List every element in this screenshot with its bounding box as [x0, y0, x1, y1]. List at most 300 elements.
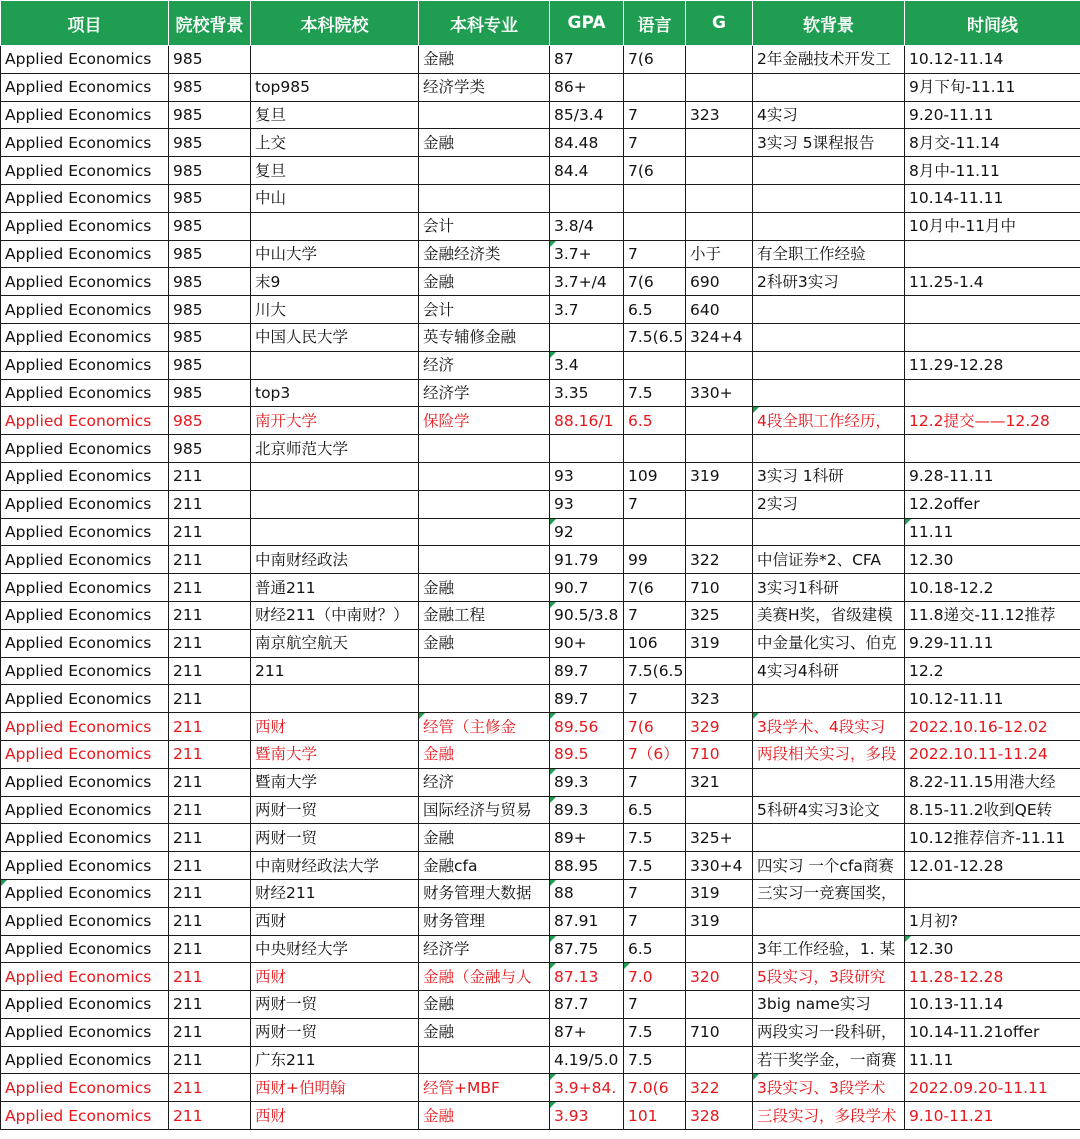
cell-gre[interactable]: 330+ — [686, 379, 753, 407]
cell-soft-background[interactable] — [753, 824, 905, 852]
cell-undergrad-major[interactable]: 会计 — [419, 212, 550, 240]
cell-gre[interactable] — [686, 435, 753, 463]
cell-gpa[interactable]: 87.7 — [550, 991, 624, 1019]
cell-soft-background[interactable]: 四实习 一个cfa商赛 — [753, 852, 905, 880]
cell-undergrad-major[interactable]: 经济学 — [419, 935, 550, 963]
cell-school-tier[interactable]: 985 — [169, 46, 251, 74]
cell-timeline[interactable]: 9.28-11.11 — [905, 462, 1080, 490]
cell-undergrad-school[interactable]: 西财 — [251, 963, 419, 991]
cell-language[interactable]: 7(6 — [624, 268, 686, 296]
cell-school-tier[interactable]: 211 — [169, 740, 251, 768]
cell-gre[interactable]: 325+ — [686, 824, 753, 852]
cell-gpa[interactable]: 91.79 — [550, 546, 624, 574]
cell-gre[interactable]: 小于 — [686, 240, 753, 268]
cell-soft-background[interactable]: 中信证券*2、CFA — [753, 546, 905, 574]
cell-timeline[interactable]: 11.11 — [905, 1046, 1080, 1074]
cell-gpa[interactable]: 88 — [550, 879, 624, 907]
cell-gpa[interactable]: 90.5/3.8 — [550, 601, 624, 629]
cell-soft-background[interactable] — [753, 768, 905, 796]
cell-undergrad-school[interactable]: 末9 — [251, 268, 419, 296]
cell-language[interactable]: 7 — [624, 129, 686, 157]
header-undergrad-school[interactable]: 本科院校 — [251, 1, 419, 46]
cell-undergrad-major[interactable]: 金融工程 — [419, 601, 550, 629]
cell-undergrad-major[interactable] — [419, 435, 550, 463]
cell-language[interactable]: 6.5 — [624, 296, 686, 324]
cell-school-tier[interactable]: 985 — [169, 323, 251, 351]
cell-soft-background[interactable]: 3big name实习 — [753, 991, 905, 1019]
cell-project[interactable]: Applied Economics — [1, 407, 169, 435]
cell-gre[interactable]: 320 — [686, 963, 753, 991]
cell-school-tier[interactable]: 211 — [169, 546, 251, 574]
cell-undergrad-school[interactable]: 南京航空航天 — [251, 629, 419, 657]
cell-language[interactable]: 7 — [624, 879, 686, 907]
cell-undergrad-major[interactable]: 金融 — [419, 1018, 550, 1046]
cell-gre[interactable] — [686, 991, 753, 1019]
cell-undergrad-major[interactable]: 金融 — [419, 991, 550, 1019]
cell-soft-background[interactable] — [753, 212, 905, 240]
header-language[interactable]: 语言 — [624, 1, 686, 46]
cell-project[interactable]: Applied Economics — [1, 296, 169, 324]
cell-project[interactable]: Applied Economics — [1, 574, 169, 602]
cell-undergrad-major[interactable]: 金融 — [419, 629, 550, 657]
cell-undergrad-school[interactable]: 211 — [251, 657, 419, 685]
cell-gre[interactable]: 324+4 — [686, 323, 753, 351]
cell-school-tier[interactable]: 985 — [169, 351, 251, 379]
cell-gpa[interactable]: 92 — [550, 518, 624, 546]
cell-gre[interactable] — [686, 796, 753, 824]
cell-project[interactable]: Applied Economics — [1, 212, 169, 240]
cell-school-tier[interactable]: 211 — [169, 1074, 251, 1102]
cell-project[interactable]: Applied Economics — [1, 768, 169, 796]
cell-gpa[interactable]: 87.75 — [550, 935, 624, 963]
cell-gre[interactable] — [686, 351, 753, 379]
cell-undergrad-major[interactable]: 会计 — [419, 296, 550, 324]
cell-gpa[interactable]: 89.5 — [550, 740, 624, 768]
cell-project[interactable]: Applied Economics — [1, 101, 169, 129]
cell-project[interactable]: Applied Economics — [1, 1102, 169, 1130]
cell-undergrad-school[interactable] — [251, 518, 419, 546]
cell-project[interactable]: Applied Economics — [1, 268, 169, 296]
cell-project[interactable]: Applied Economics — [1, 546, 169, 574]
cell-gpa[interactable]: 87 — [550, 46, 624, 74]
cell-school-tier[interactable]: 211 — [169, 601, 251, 629]
cell-gpa[interactable] — [550, 435, 624, 463]
cell-school-tier[interactable]: 985 — [169, 73, 251, 101]
cell-soft-background[interactable] — [753, 351, 905, 379]
cell-gpa[interactable]: 85/3.4 — [550, 101, 624, 129]
cell-school-tier[interactable]: 211 — [169, 629, 251, 657]
cell-gpa[interactable]: 93 — [550, 462, 624, 490]
cell-project[interactable]: Applied Economics — [1, 796, 169, 824]
cell-soft-background[interactable] — [753, 379, 905, 407]
cell-project[interactable]: Applied Economics — [1, 685, 169, 713]
cell-gpa[interactable]: 84.48 — [550, 129, 624, 157]
cell-gre[interactable]: 640 — [686, 296, 753, 324]
cell-language[interactable]: 7.5 — [624, 379, 686, 407]
cell-language[interactable]: 7.5 — [624, 1018, 686, 1046]
cell-language[interactable]: 7 — [624, 768, 686, 796]
cell-school-tier[interactable]: 211 — [169, 768, 251, 796]
cell-project[interactable]: Applied Economics — [1, 129, 169, 157]
cell-undergrad-school[interactable] — [251, 685, 419, 713]
cell-timeline[interactable]: 12.30 — [905, 546, 1080, 574]
cell-undergrad-school[interactable]: 两财一贸 — [251, 1018, 419, 1046]
cell-school-tier[interactable]: 211 — [169, 907, 251, 935]
cell-gpa[interactable]: 93 — [550, 490, 624, 518]
cell-undergrad-major[interactable]: 财务管理大数据 — [419, 879, 550, 907]
cell-undergrad-major[interactable] — [419, 657, 550, 685]
cell-gre[interactable] — [686, 490, 753, 518]
cell-undergrad-school[interactable] — [251, 462, 419, 490]
cell-project[interactable]: Applied Economics — [1, 935, 169, 963]
cell-language[interactable] — [624, 212, 686, 240]
cell-undergrad-major[interactable]: 经管+MBF — [419, 1074, 550, 1102]
header-project[interactable]: 项目 — [1, 1, 169, 46]
cell-soft-background[interactable]: 3段实习、3段学术 — [753, 1074, 905, 1102]
cell-gpa[interactable]: 3.7+ — [550, 240, 624, 268]
cell-undergrad-school[interactable]: 两财一贸 — [251, 991, 419, 1019]
cell-soft-background[interactable]: 2实习 — [753, 490, 905, 518]
cell-school-tier[interactable]: 211 — [169, 852, 251, 880]
cell-gre[interactable] — [686, 73, 753, 101]
cell-undergrad-school[interactable]: 两财一贸 — [251, 796, 419, 824]
cell-timeline[interactable]: 11.8递交-11.12推荐 — [905, 601, 1080, 629]
cell-soft-background[interactable]: 4实习4科研 — [753, 657, 905, 685]
cell-undergrad-school[interactable]: 北京师范大学 — [251, 435, 419, 463]
cell-undergrad-major[interactable]: 金融 — [419, 740, 550, 768]
cell-language[interactable]: 7 — [624, 490, 686, 518]
cell-timeline[interactable] — [905, 296, 1080, 324]
cell-gre[interactable] — [686, 129, 753, 157]
cell-undergrad-school[interactable]: 南开大学 — [251, 407, 419, 435]
cell-undergrad-school[interactable]: 中南财经政法大学 — [251, 852, 419, 880]
cell-gre[interactable]: 323 — [686, 685, 753, 713]
cell-undergrad-school[interactable] — [251, 212, 419, 240]
cell-soft-background[interactable]: 5段实习，3段研究 — [753, 963, 905, 991]
header-gpa[interactable]: GPA — [550, 1, 624, 46]
cell-project[interactable]: Applied Economics — [1, 601, 169, 629]
cell-gre[interactable]: 710 — [686, 1018, 753, 1046]
cell-undergrad-major[interactable]: 金融 — [419, 1102, 550, 1130]
cell-timeline[interactable]: 9.20-11.11 — [905, 101, 1080, 129]
cell-gpa[interactable]: 3.9+84. — [550, 1074, 624, 1102]
header-timeline[interactable]: 时间线 — [905, 1, 1080, 46]
cell-language[interactable]: 7.5 — [624, 1046, 686, 1074]
cell-gpa[interactable]: 88.16/1 — [550, 407, 624, 435]
cell-project[interactable]: Applied Economics — [1, 1074, 169, 1102]
cell-gre[interactable]: 690 — [686, 268, 753, 296]
cell-timeline[interactable]: 12.2 — [905, 657, 1080, 685]
cell-school-tier[interactable]: 211 — [169, 518, 251, 546]
cell-undergrad-major[interactable]: 保险学 — [419, 407, 550, 435]
cell-gre[interactable]: 319 — [686, 462, 753, 490]
cell-gpa[interactable]: 86+ — [550, 73, 624, 101]
cell-project[interactable]: Applied Economics — [1, 518, 169, 546]
cell-undergrad-school[interactable]: 西财 — [251, 907, 419, 935]
cell-school-tier[interactable]: 211 — [169, 490, 251, 518]
cell-gpa[interactable]: 3.93 — [550, 1102, 624, 1130]
cell-language[interactable]: 7.5(6.5 — [624, 657, 686, 685]
cell-soft-background[interactable]: 两段实习一段科研， — [753, 1018, 905, 1046]
cell-project[interactable]: Applied Economics — [1, 184, 169, 212]
cell-project[interactable]: Applied Economics — [1, 740, 169, 768]
cell-school-tier[interactable]: 985 — [169, 184, 251, 212]
cell-soft-background[interactable]: 三段实习，多段学术 — [753, 1102, 905, 1130]
cell-school-tier[interactable]: 985 — [169, 157, 251, 185]
cell-undergrad-school[interactable]: top3 — [251, 379, 419, 407]
cell-gre[interactable]: 322 — [686, 546, 753, 574]
cell-undergrad-school[interactable]: 中山大学 — [251, 240, 419, 268]
cell-undergrad-major[interactable] — [419, 462, 550, 490]
cell-undergrad-major[interactable]: 金融 — [419, 824, 550, 852]
cell-undergrad-school[interactable] — [251, 490, 419, 518]
cell-gpa[interactable]: 89.7 — [550, 685, 624, 713]
cell-school-tier[interactable]: 211 — [169, 713, 251, 741]
cell-undergrad-school[interactable]: 财经211 — [251, 879, 419, 907]
cell-project[interactable]: Applied Economics — [1, 1018, 169, 1046]
cell-gre[interactable] — [686, 157, 753, 185]
cell-school-tier[interactable]: 211 — [169, 657, 251, 685]
cell-language[interactable]: 7.5 — [624, 824, 686, 852]
cell-gpa[interactable]: 3.4 — [550, 351, 624, 379]
cell-soft-background[interactable]: 3段学术、4段实习 — [753, 713, 905, 741]
cell-undergrad-school[interactable]: 中央财经大学 — [251, 935, 419, 963]
cell-soft-background[interactable] — [753, 296, 905, 324]
cell-gpa[interactable]: 90+ — [550, 629, 624, 657]
cell-undergrad-school[interactable] — [251, 46, 419, 74]
cell-school-tier[interactable]: 211 — [169, 462, 251, 490]
cell-language[interactable]: 7(6 — [624, 157, 686, 185]
cell-gpa[interactable]: 89.3 — [550, 796, 624, 824]
cell-soft-background[interactable]: 2科研3实习 — [753, 268, 905, 296]
cell-undergrad-major[interactable] — [419, 685, 550, 713]
cell-gpa[interactable] — [550, 323, 624, 351]
cell-timeline[interactable]: 8月中-11.11 — [905, 157, 1080, 185]
cell-undergrad-major[interactable]: 经济学 — [419, 379, 550, 407]
cell-undergrad-school[interactable]: 财经211（中南财？） — [251, 601, 419, 629]
cell-language[interactable]: 7 — [624, 991, 686, 1019]
cell-language[interactable]: 7 — [624, 240, 686, 268]
cell-timeline[interactable]: 11.25-1.4 — [905, 268, 1080, 296]
cell-undergrad-school[interactable]: 中山 — [251, 184, 419, 212]
cell-timeline[interactable]: 12.30 — [905, 935, 1080, 963]
cell-gpa[interactable]: 4.19/5.0 — [550, 1046, 624, 1074]
cell-language[interactable]: 6.5 — [624, 407, 686, 435]
cell-timeline[interactable]: 11.29-12.28 — [905, 351, 1080, 379]
cell-soft-background[interactable] — [753, 157, 905, 185]
cell-school-tier[interactable]: 985 — [169, 268, 251, 296]
cell-school-tier[interactable]: 211 — [169, 1102, 251, 1130]
cell-undergrad-school[interactable]: 复旦 — [251, 101, 419, 129]
cell-school-tier[interactable]: 211 — [169, 1046, 251, 1074]
cell-school-tier[interactable]: 985 — [169, 296, 251, 324]
cell-gre[interactable]: 322 — [686, 1074, 753, 1102]
cell-language[interactable]: 7.5 — [624, 852, 686, 880]
cell-language[interactable]: 7（6） — [624, 740, 686, 768]
cell-undergrad-school[interactable]: 中南财经政法 — [251, 546, 419, 574]
cell-gpa[interactable]: 84.4 — [550, 157, 624, 185]
cell-gpa[interactable]: 3.7+/4 — [550, 268, 624, 296]
cell-undergrad-major[interactable]: 国际经济与贸易 — [419, 796, 550, 824]
cell-soft-background[interactable] — [753, 685, 905, 713]
cell-undergrad-school[interactable]: 广东211 — [251, 1046, 419, 1074]
cell-timeline[interactable]: 8月交-11.14 — [905, 129, 1080, 157]
cell-project[interactable]: Applied Economics — [1, 157, 169, 185]
cell-undergrad-major[interactable]: 经济学类 — [419, 73, 550, 101]
cell-gre[interactable]: 328 — [686, 1102, 753, 1130]
cell-gpa[interactable]: 89+ — [550, 824, 624, 852]
cell-soft-background[interactable]: 中金量化实习、伯克 — [753, 629, 905, 657]
cell-language[interactable]: 7.0 — [624, 963, 686, 991]
cell-timeline[interactable]: 2022.10.11-11.24 — [905, 740, 1080, 768]
cell-timeline[interactable]: 11.28-12.28 — [905, 963, 1080, 991]
cell-undergrad-school[interactable]: 西财+伯明翰 — [251, 1074, 419, 1102]
cell-undergrad-major[interactable] — [419, 546, 550, 574]
cell-soft-background[interactable] — [753, 518, 905, 546]
cell-project[interactable]: Applied Economics — [1, 435, 169, 463]
cell-language[interactable]: 7.0(6 — [624, 1074, 686, 1102]
cell-school-tier[interactable]: 211 — [169, 824, 251, 852]
cell-language[interactable]: 99 — [624, 546, 686, 574]
cell-undergrad-major[interactable]: 经管（主修金 — [419, 713, 550, 741]
cell-gre[interactable]: 710 — [686, 574, 753, 602]
cell-soft-background[interactable]: 4实习 — [753, 101, 905, 129]
cell-timeline[interactable] — [905, 879, 1080, 907]
cell-project[interactable]: Applied Economics — [1, 907, 169, 935]
cell-undergrad-major[interactable] — [419, 157, 550, 185]
cell-gre[interactable] — [686, 184, 753, 212]
cell-soft-background[interactable]: 5科研4实习3论文 — [753, 796, 905, 824]
cell-gre[interactable] — [686, 518, 753, 546]
cell-gre[interactable] — [686, 212, 753, 240]
cell-undergrad-major[interactable]: 英专辅修金融 — [419, 323, 550, 351]
cell-project[interactable]: Applied Economics — [1, 824, 169, 852]
cell-school-tier[interactable]: 211 — [169, 1018, 251, 1046]
cell-language[interactable]: 7(6 — [624, 574, 686, 602]
cell-timeline[interactable]: 10.12推荐信齐-11.11 — [905, 824, 1080, 852]
header-soft-background[interactable]: 软背景 — [753, 1, 905, 46]
cell-undergrad-major[interactable] — [419, 184, 550, 212]
cell-gre[interactable]: 319 — [686, 629, 753, 657]
cell-school-tier[interactable]: 985 — [169, 379, 251, 407]
cell-gre[interactable]: 325 — [686, 601, 753, 629]
cell-timeline[interactable]: 8.22-11.15用港大经 — [905, 768, 1080, 796]
cell-timeline[interactable]: 10.14-11.21offer — [905, 1018, 1080, 1046]
cell-project[interactable]: Applied Economics — [1, 657, 169, 685]
cell-language[interactable] — [624, 435, 686, 463]
cell-project[interactable]: Applied Economics — [1, 713, 169, 741]
cell-undergrad-major[interactable]: 经济 — [419, 351, 550, 379]
cell-language[interactable]: 7(6 — [624, 713, 686, 741]
cell-language[interactable]: 7.5(6.5 — [624, 323, 686, 351]
cell-timeline[interactable]: 10.13-11.14 — [905, 991, 1080, 1019]
cell-timeline[interactable]: 12.01-12.28 — [905, 852, 1080, 880]
cell-gpa[interactable]: 87.13 — [550, 963, 624, 991]
cell-undergrad-school[interactable]: 暨南大学 — [251, 740, 419, 768]
cell-timeline[interactable]: 9.29-11.11 — [905, 629, 1080, 657]
cell-project[interactable]: Applied Economics — [1, 991, 169, 1019]
cell-project[interactable]: Applied Economics — [1, 46, 169, 74]
cell-school-tier[interactable]: 985 — [169, 101, 251, 129]
cell-school-tier[interactable]: 211 — [169, 796, 251, 824]
cell-gpa[interactable]: 3.8/4 — [550, 212, 624, 240]
cell-gre[interactable]: 710 — [686, 740, 753, 768]
cell-language[interactable]: 7 — [624, 907, 686, 935]
cell-school-tier[interactable]: 985 — [169, 129, 251, 157]
cell-soft-background[interactable]: 3实习 1科研 — [753, 462, 905, 490]
cell-soft-background[interactable]: 3实习 5课程报告 — [753, 129, 905, 157]
cell-timeline[interactable]: 1月初? — [905, 907, 1080, 935]
cell-soft-background[interactable] — [753, 435, 905, 463]
cell-timeline[interactable]: 10.12-11.11 — [905, 685, 1080, 713]
cell-project[interactable]: Applied Economics — [1, 963, 169, 991]
cell-language[interactable] — [624, 351, 686, 379]
cell-timeline[interactable]: 9.10-11.21 — [905, 1102, 1080, 1130]
cell-timeline[interactable]: 10月中-11月中 — [905, 212, 1080, 240]
cell-project[interactable]: Applied Economics — [1, 379, 169, 407]
cell-gre[interactable] — [686, 1046, 753, 1074]
cell-timeline[interactable] — [905, 240, 1080, 268]
header-gre[interactable]: G — [686, 1, 753, 46]
cell-school-tier[interactable]: 985 — [169, 240, 251, 268]
cell-soft-background[interactable] — [753, 184, 905, 212]
cell-undergrad-major[interactable] — [419, 518, 550, 546]
cell-project[interactable]: Applied Economics — [1, 351, 169, 379]
cell-undergrad-major[interactable]: 金融 — [419, 129, 550, 157]
cell-gre[interactable]: 330+4 — [686, 852, 753, 880]
cell-undergrad-major[interactable]: 金融 — [419, 268, 550, 296]
cell-language[interactable]: 6.5 — [624, 796, 686, 824]
cell-soft-background[interactable] — [753, 323, 905, 351]
cell-undergrad-major[interactable]: 财务管理 — [419, 907, 550, 935]
cell-gpa[interactable]: 89.3 — [550, 768, 624, 796]
cell-gpa[interactable]: 89.56 — [550, 713, 624, 741]
cell-timeline[interactable]: 2022.10.16-12.02 — [905, 713, 1080, 741]
cell-gpa[interactable]: 88.95 — [550, 852, 624, 880]
cell-soft-background[interactable]: 2年金融技术开发工 — [753, 46, 905, 74]
cell-undergrad-major[interactable] — [419, 490, 550, 518]
cell-undergrad-major[interactable]: 金融经济类 — [419, 240, 550, 268]
cell-language[interactable]: 7 — [624, 601, 686, 629]
cell-timeline[interactable]: 9月下旬-11.11 — [905, 73, 1080, 101]
cell-language[interactable]: 7(6 — [624, 46, 686, 74]
cell-gpa[interactable]: 87+ — [550, 1018, 624, 1046]
cell-school-tier[interactable]: 211 — [169, 685, 251, 713]
cell-undergrad-major[interactable]: 金融 — [419, 46, 550, 74]
cell-gpa[interactable]: 89.7 — [550, 657, 624, 685]
cell-gre[interactable]: 321 — [686, 768, 753, 796]
cell-undergrad-major[interactable] — [419, 1046, 550, 1074]
cell-undergrad-school[interactable]: 中国人民大学 — [251, 323, 419, 351]
cell-gre[interactable]: 329 — [686, 713, 753, 741]
cell-language[interactable]: 101 — [624, 1102, 686, 1130]
cell-undergrad-school[interactable]: 川大 — [251, 296, 419, 324]
cell-undergrad-school[interactable]: 复旦 — [251, 157, 419, 185]
cell-undergrad-school[interactable]: top985 — [251, 73, 419, 101]
cell-soft-background[interactable]: 美赛H奖，省级建模 — [753, 601, 905, 629]
cell-gre[interactable] — [686, 407, 753, 435]
cell-gre[interactable] — [686, 46, 753, 74]
cell-project[interactable]: Applied Economics — [1, 852, 169, 880]
cell-project[interactable]: Applied Economics — [1, 629, 169, 657]
cell-project[interactable]: Applied Economics — [1, 73, 169, 101]
cell-soft-background[interactable]: 3实习1科研 — [753, 574, 905, 602]
cell-project[interactable]: Applied Economics — [1, 1046, 169, 1074]
cell-timeline[interactable] — [905, 379, 1080, 407]
cell-soft-background[interactable]: 两段相关实习，多段 — [753, 740, 905, 768]
cell-timeline[interactable]: 8.15-11.2收到QE转 — [905, 796, 1080, 824]
cell-undergrad-major[interactable]: 金融cfa — [419, 852, 550, 880]
